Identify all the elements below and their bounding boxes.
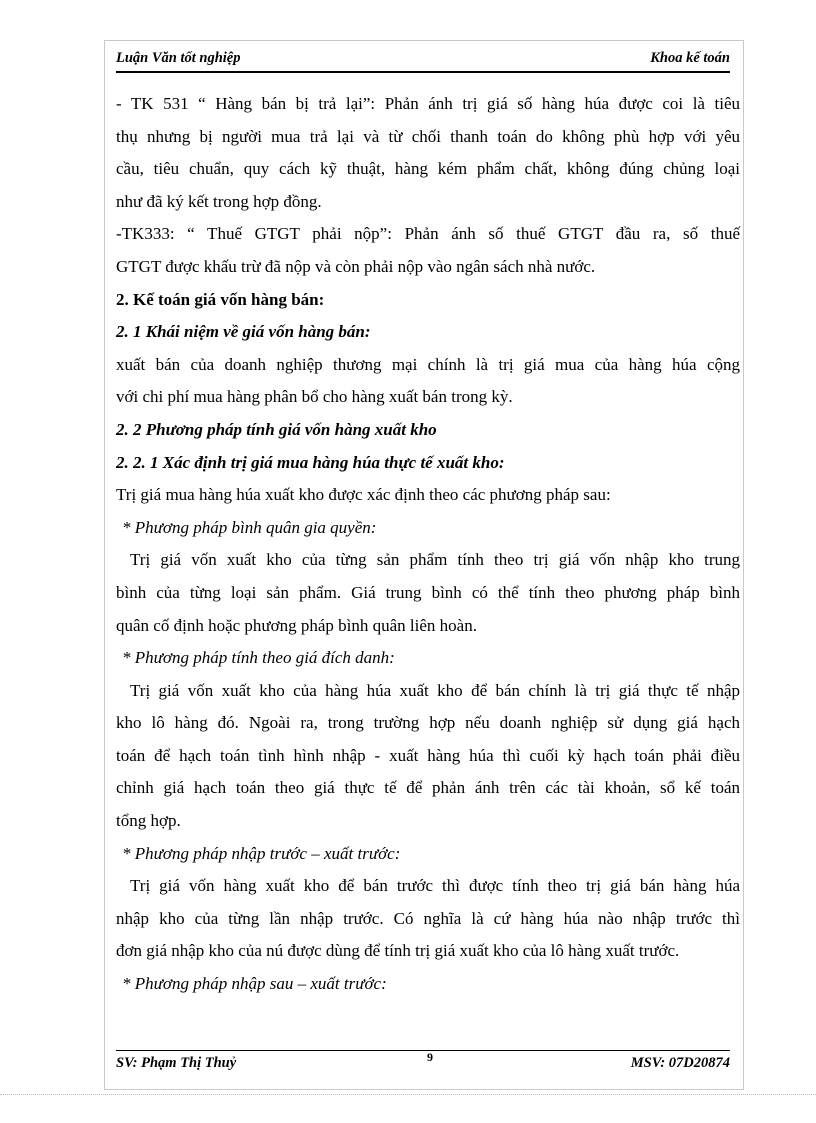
subsection-heading: 2. 2. 1 Xác định trị giá mua hàng húa thực tế xuất kho: xyxy=(116,452,505,472)
page-break-dots xyxy=(0,1094,816,1096)
method-heading: * Phương pháp bình quân gia quyền: xyxy=(122,517,377,537)
footer-student-name: SV: Phạm Thị Thuỷ xyxy=(116,1055,237,1071)
text-line: chỉnh giá hạch toán theo giá thực tế để phản ánh trên các tài khoản, sổ kế toán xyxy=(116,778,740,798)
page-footer xyxy=(116,1050,730,1077)
section-heading: 2. Kế toán giá vốn hàng bán: xyxy=(116,289,325,309)
text-line: bình của từng loại sản phẩm. Giá trung bình có thể tính theo phương pháp bình xyxy=(116,582,740,602)
method-heading: * Phương pháp tính theo giá đích danh: xyxy=(122,648,395,668)
text-line: - TK 531 “ Hàng bán bị trả lại”: Phản ánh trị giá số hàng húa được coi là tiêu xyxy=(116,94,740,113)
text-line: tổng hợp. xyxy=(116,811,181,831)
page-number: 9 xyxy=(427,1050,433,1064)
text-line: Trị giá mua hàng húa xuất kho được xác định theo các phương pháp sau: xyxy=(116,485,611,505)
text-line: như đã ký kết trong hợp đồng. xyxy=(116,191,322,211)
method-heading: * Phương pháp nhập sau – xuất trước: xyxy=(122,974,387,994)
text-line: với chi phí mua hàng phân bổ cho hàng xuất bán trong kỳ. xyxy=(116,387,513,407)
footer-student-id: MSV: 07D20874 xyxy=(630,1055,730,1071)
text-line: xuất bán của doanh nghiệp thương mại chính là trị giá mua của hàng húa cộng xyxy=(116,354,740,374)
page-header xyxy=(116,49,730,73)
text-line: -TK333: “ Thuế GTGT phải nộp”: Phản ánh số thuế GTGT đầu ra, số thuế xyxy=(116,224,740,244)
header-faculty: Khoa kế toán xyxy=(650,50,730,66)
text-line: Trị giá vốn xuất kho của từng sản phẩm tính theo trị giá vốn nhập kho trung xyxy=(130,550,740,570)
document-body xyxy=(116,88,740,1001)
text-line: đơn giá nhập kho của nú được dùng để tính trị giá xuất kho của lô hàng xuất trước. xyxy=(116,941,680,961)
text-line: quân cố định hoặc phương pháp bình quân liên hoàn. xyxy=(116,615,477,635)
subsection-heading: 2. 2 Phương pháp tính giá vốn hàng xuất kho xyxy=(116,419,437,439)
method-heading: * Phương pháp nhập trước – xuất trước: xyxy=(122,843,401,863)
text-line: Trị giá vốn xuất kho của hàng húa xuất kho để bán chính là trị giá thực tế nhập xyxy=(130,680,740,700)
text-line: Trị giá vốn hàng xuất kho để bán trước thì được tính theo trị giá bán hàng húa xyxy=(130,876,740,896)
header-thesis-title: Luận Văn tốt nghiệp xyxy=(116,50,241,66)
subsection-heading: 2. 1 Khái niệm về giá vốn hàng bán: xyxy=(116,322,371,342)
text-line: cầu, tiêu chuẩn, quy cách kỹ thuật, hàng kém phẩm chất, không đúng chủng loại xyxy=(116,159,740,179)
text-line: thụ nhưng bị người mua trả lại và từ chối thanh toán do không phù hợp với yêu xyxy=(116,126,740,146)
text-line: toán để hạch toán tình hình nhập - xuất hàng húa thì cuối kỳ hạch toán phải điều xyxy=(116,745,740,765)
text-line: kho lô hàng đó. Ngoài ra, trong trường hợp nếu doanh nghiệp sử dụng giá hạch xyxy=(116,713,740,733)
text-line: GTGT được khấu trừ đã nộp và còn phải nộp vào ngân sách nhà nước. xyxy=(116,256,596,276)
text-line: nhập kho của từng lần nhập trước. Có nghĩa là cứ hàng húa nào nhập trước thì xyxy=(116,908,740,928)
